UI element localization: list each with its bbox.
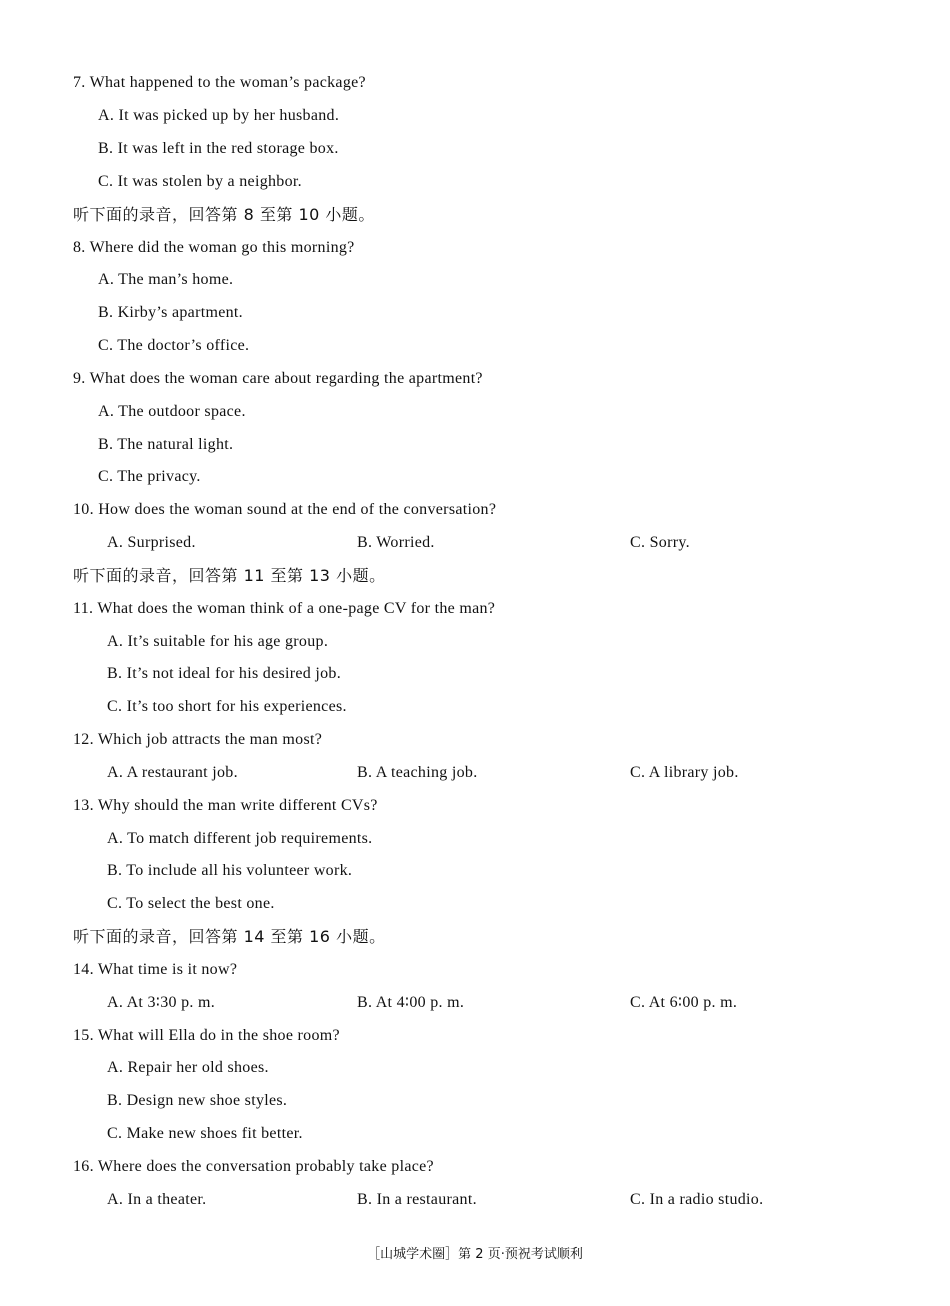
question-7: 7. What happened to the woman’s package? xyxy=(73,74,366,91)
q8-option-a: A. The man’s home. xyxy=(98,271,234,288)
question-8: 8. Where did the woman go this morning? xyxy=(73,239,355,256)
page-footer: ［山城学术圈］第 2 页·预祝考试顺利 xyxy=(367,1247,583,1262)
question-16: 16. Where does the conversation probably take place? xyxy=(73,1158,434,1175)
question-14: 14. What time is it now? xyxy=(73,961,238,978)
section-instruction-8-10: 听下面的录音，回答第 8 至第 10 小题。 xyxy=(73,205,375,224)
q13-option-a: A. To match different job requirements. xyxy=(107,830,373,847)
q16-option-b: B. In a restaurant. xyxy=(357,1191,477,1208)
q11-option-c: C. It’s too short for his experiences. xyxy=(107,698,347,715)
q15-option-c: C. Make new shoes fit better. xyxy=(107,1125,303,1142)
q12-option-b: B. A teaching job. xyxy=(357,764,478,781)
question-10: 10. How does the woman sound at the end of the conversation? xyxy=(73,501,497,518)
q9-option-a: A. The outdoor space. xyxy=(98,403,246,420)
question-9: 9. What does the woman care about regarding the apartment? xyxy=(73,370,483,387)
q10-option-c: C. Sorry. xyxy=(630,534,690,551)
q12-option-a: A. A restaurant job. xyxy=(107,764,238,781)
q13-option-b: B. To include all his volunteer work. xyxy=(107,862,353,879)
q8-option-c: C. The doctor’s office. xyxy=(98,337,250,354)
question-15: 15. What will Ella do in the shoe room? xyxy=(73,1027,340,1044)
q15-option-b: B. Design new shoe styles. xyxy=(107,1092,288,1109)
q10-option-b: B. Worried. xyxy=(357,534,435,551)
question-13: 13. Why should the man write different CVs? xyxy=(73,797,378,814)
q11-option-b: B. It’s not ideal for his desired job. xyxy=(107,665,342,682)
question-11: 11. What does the woman think of a one-page CV for the man? xyxy=(73,600,496,617)
q8-option-b: B. Kirby’s apartment. xyxy=(98,304,243,321)
q16-option-a: A. In a theater. xyxy=(107,1191,207,1208)
q9-option-b: B. The natural light. xyxy=(98,436,234,453)
q12-option-c: C. A library job. xyxy=(630,764,739,781)
q15-option-a: A. Repair her old shoes. xyxy=(107,1059,269,1076)
q14-option-c: C. At 6∶00 p. m. xyxy=(630,994,738,1011)
q9-option-c: C. The privacy. xyxy=(98,468,201,485)
q14-option-b: B. At 4∶00 p. m. xyxy=(357,994,465,1011)
q7-option-b: B. It was left in the red storage box. xyxy=(98,140,339,157)
question-12: 12. Which job attracts the man most? xyxy=(73,731,323,748)
section-instruction-11-13: 听下面的录音，回答第 11 至第 13 小题。 xyxy=(73,566,386,585)
q16-option-c: C. In a radio studio. xyxy=(630,1191,764,1208)
q11-option-a: A. It’s suitable for his age group. xyxy=(107,633,329,650)
q13-option-c: C. To select the best one. xyxy=(107,895,275,912)
q10-option-a: A. Surprised. xyxy=(107,534,196,551)
q14-option-a: A. At 3∶30 p. m. xyxy=(107,994,216,1011)
q7-option-a: A. It was picked up by her husband. xyxy=(98,107,340,124)
q7-option-c: C. It was stolen by a neighbor. xyxy=(98,173,302,190)
section-instruction-14-16: 听下面的录音，回答第 14 至第 16 小题。 xyxy=(73,927,386,946)
